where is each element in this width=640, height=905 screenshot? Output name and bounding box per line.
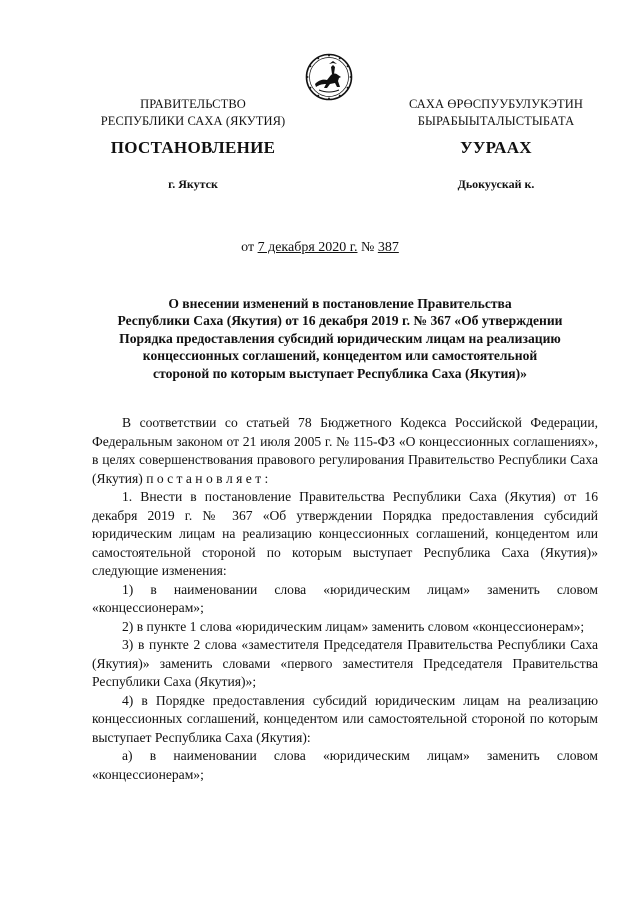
left-org-line-1: ПРАВИТЕЛЬСТВО [140, 97, 246, 111]
left-city: г. Якутск [168, 177, 218, 191]
document-title [84, 295, 596, 382]
right-org-line-1: САХА ӨРӨСПУУБУЛУКЭТИН [408, 97, 584, 111]
paragraph-subitem-1: 1) в наименовании слова «юридическим лицам» заменить словом «концессионерам»; [92, 581, 598, 615]
paragraph-subitem-3: 3) в пункте 2 слова «заместителя Председателя Правительства Республики Саха (Якутия)» заменить словами «первого заместителя Председателя Правительства Республики Саха (Якутия)»; [92, 637, 598, 689]
paragraph-subitem-a: а) в наименовании слова «юридическим лицам» заменить словом «концессионерам»; [92, 748, 598, 782]
title-line: О внесении изменений в постановление Правительства [168, 296, 512, 311]
number-sign: № [360, 240, 375, 255]
left-organization-name [84, 96, 302, 130]
left-org-line-2: РЕСПУБЛИКИ САХА (ЯКУТИЯ) [100, 114, 286, 128]
title-line: стороной по которым выступает Республика Саха (Якутия)» [153, 365, 527, 381]
paragraph-subitem-2: 2) в пункте 1 слова «юридическим лицам» заменить словом «концессионерам»; [122, 618, 585, 634]
right-organization-name [386, 96, 606, 130]
paragraph-preamble: В соответствии со статьей 78 Бюджетного Кодекса Российской Федерации, Федеральным законом от 21 июля 2005 г. № 115-ФЗ «О концессионных соглашениях», в целях совершенствования правового регулирования Правительство Республики Саха (Якутия) п о с т а н о в л я е т : [92, 415, 598, 486]
paragraph-subitem-4: 4) в Порядке предоставления субсидий юридическим лицам на реализацию концессионных соглашений, концедентом или самостоятельной стороной по которым выступает Республика Саха (Якутия): [92, 692, 598, 745]
coat-of-arms-icon [305, 53, 353, 101]
decree-date: 7 декабря 2020 г. [257, 240, 358, 255]
right-org-line-2: БЫРАБЫЫТАЛЫСТЫБАТА [417, 114, 575, 128]
document-body [92, 414, 598, 784]
left-document-type: ПОСТАНОВЛЕНИЕ [110, 138, 276, 157]
title-line: Республики Саха (Якутия) от 16 декабря 2019 г. № 367 «Об утверждении [117, 313, 563, 329]
paragraph-item-1: 1. Внести в постановление Правительства Республики Саха (Якутия) от 16 декабря 2019 г. № 367 «Об утверждении Порядка предоставления субсидий юридическим лицам на реализацию концессионных соглашений, концедентом или самостоятельной стороной по которым выступает Республика Саха (Якутия)» следующие изменения: [92, 489, 598, 578]
coat-of-arms-graphic [305, 53, 353, 101]
title-line: Порядка предоставления субсидий юридическим лицам на реализацию [119, 330, 561, 346]
title-line: концессионных соглашений, концедентом или самостоятельной [142, 348, 538, 364]
right-city: Дьокуускай к. [457, 177, 535, 191]
decree-date-number [0, 240, 640, 256]
date-prefix: от [241, 240, 255, 255]
decree-number: 387 [377, 240, 399, 255]
right-document-type: УУРААХ [460, 138, 532, 157]
